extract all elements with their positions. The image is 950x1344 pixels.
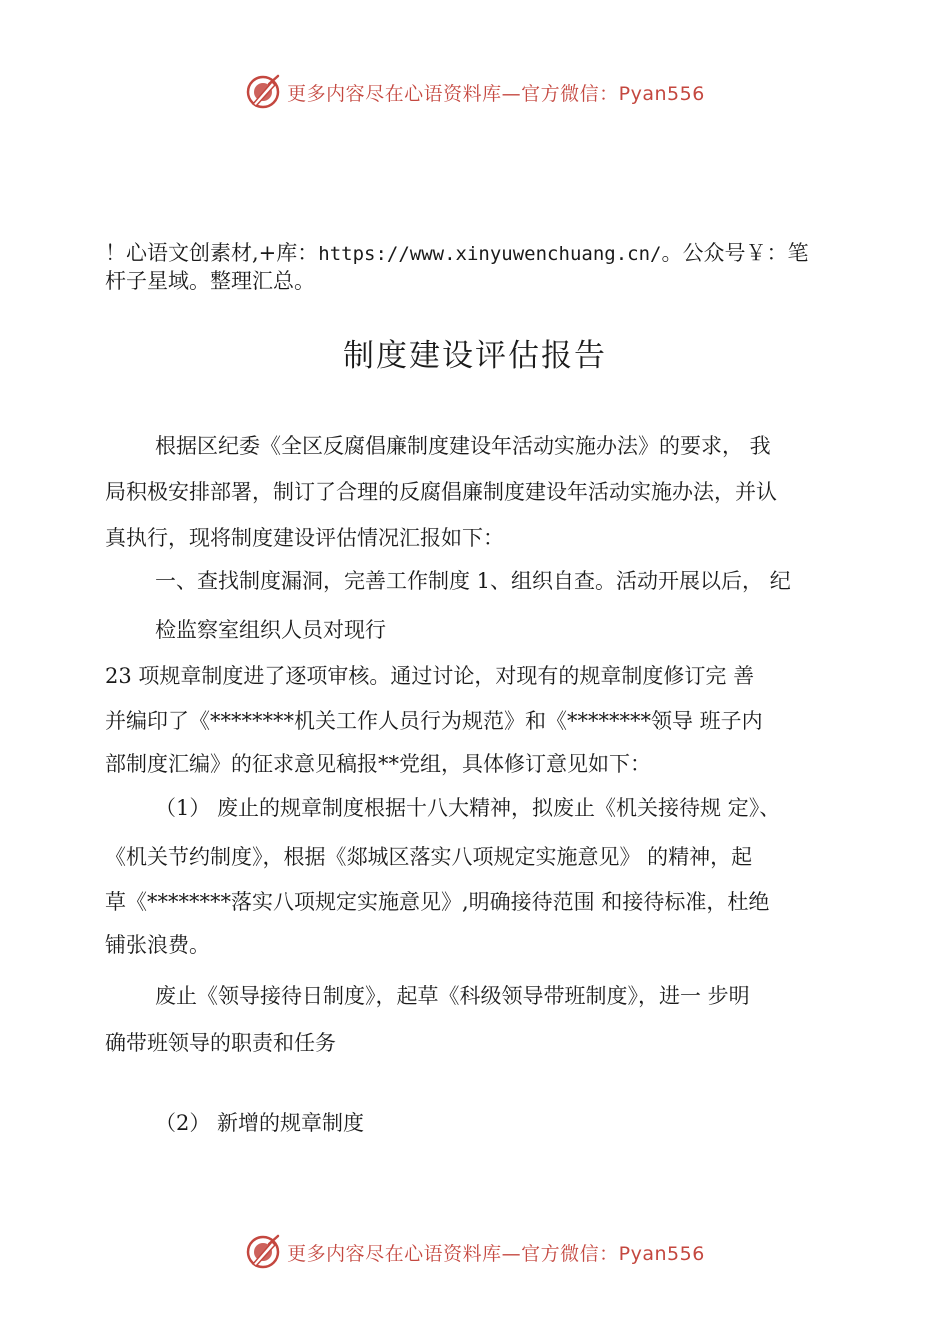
body-line: （2） 新增的规章制度	[155, 1111, 365, 1135]
header-note-url[interactable]: https://www.xinyuwenchuang.cn/	[318, 243, 662, 265]
header-note-line-1	[105, 238, 808, 269]
banner-text: 更多内容尽在心语资料库—官方微信：Pyan556	[287, 82, 705, 105]
header-note-prefix: ！心语文创素材,+库：	[105, 241, 319, 265]
body-line: （1） 废止的规章制度根据十八大精神，拟废止《机关接待规 定》、	[155, 796, 781, 820]
header-note-suffix: 。公众号￥：笔	[661, 241, 809, 265]
body-line: 废止《领导接待日制度》，起草《科级领导带班制度》，进一 步明	[155, 984, 750, 1008]
pen-circle-logo-icon	[245, 74, 281, 110]
body-line: 局积极安排部署，制订了合理的反腐倡廉制度建设年活动实施办法，并认	[105, 480, 777, 504]
body-line: 检监察室组织人员对现行	[155, 618, 386, 642]
banner-text: 更多内容尽在心语资料库—官方微信：Pyan556	[287, 1242, 705, 1265]
header-note-line-2: 杆子星域。整理汇总。	[105, 269, 315, 293]
page-title: 制度建设评估报告	[343, 338, 607, 374]
pen-circle-logo-icon	[245, 1234, 281, 1270]
body-line: 并编印了《********机关工作人员行为规范》和《********领导 班子内	[105, 709, 763, 733]
body-line: 铺张浪费。	[105, 933, 210, 957]
bottom-banner	[0, 1230, 950, 1274]
body-line: 真执行，现将制度建设评估情况汇报如下：	[105, 526, 504, 550]
body-line: 部制度汇编》的征求意见稿报**党组，具体修订意见如下：	[105, 752, 651, 776]
body-line: 确带班领导的职责和任务	[105, 1031, 336, 1055]
body-line: 23 项规章制度进了逐项审核。通过讨论，对现有的规章制度修订完 善	[105, 664, 755, 688]
body-line: 根据区纪委《全区反腐倡廉制度建设年活动实施办法》的要求， 我	[155, 434, 771, 458]
body-line: 《机关节约制度》，根据《郯城区落实八项规定实施意见》 的精神，起	[105, 845, 753, 869]
body-line: 草《********落实八项规定实施意见》,明确接待范围 和接待标准，杜绝	[105, 890, 770, 914]
body-line: 一、查找制度漏洞，完善工作制度 1、组织自查。活动开展以后， 纪	[155, 569, 791, 593]
top-banner	[0, 70, 950, 114]
